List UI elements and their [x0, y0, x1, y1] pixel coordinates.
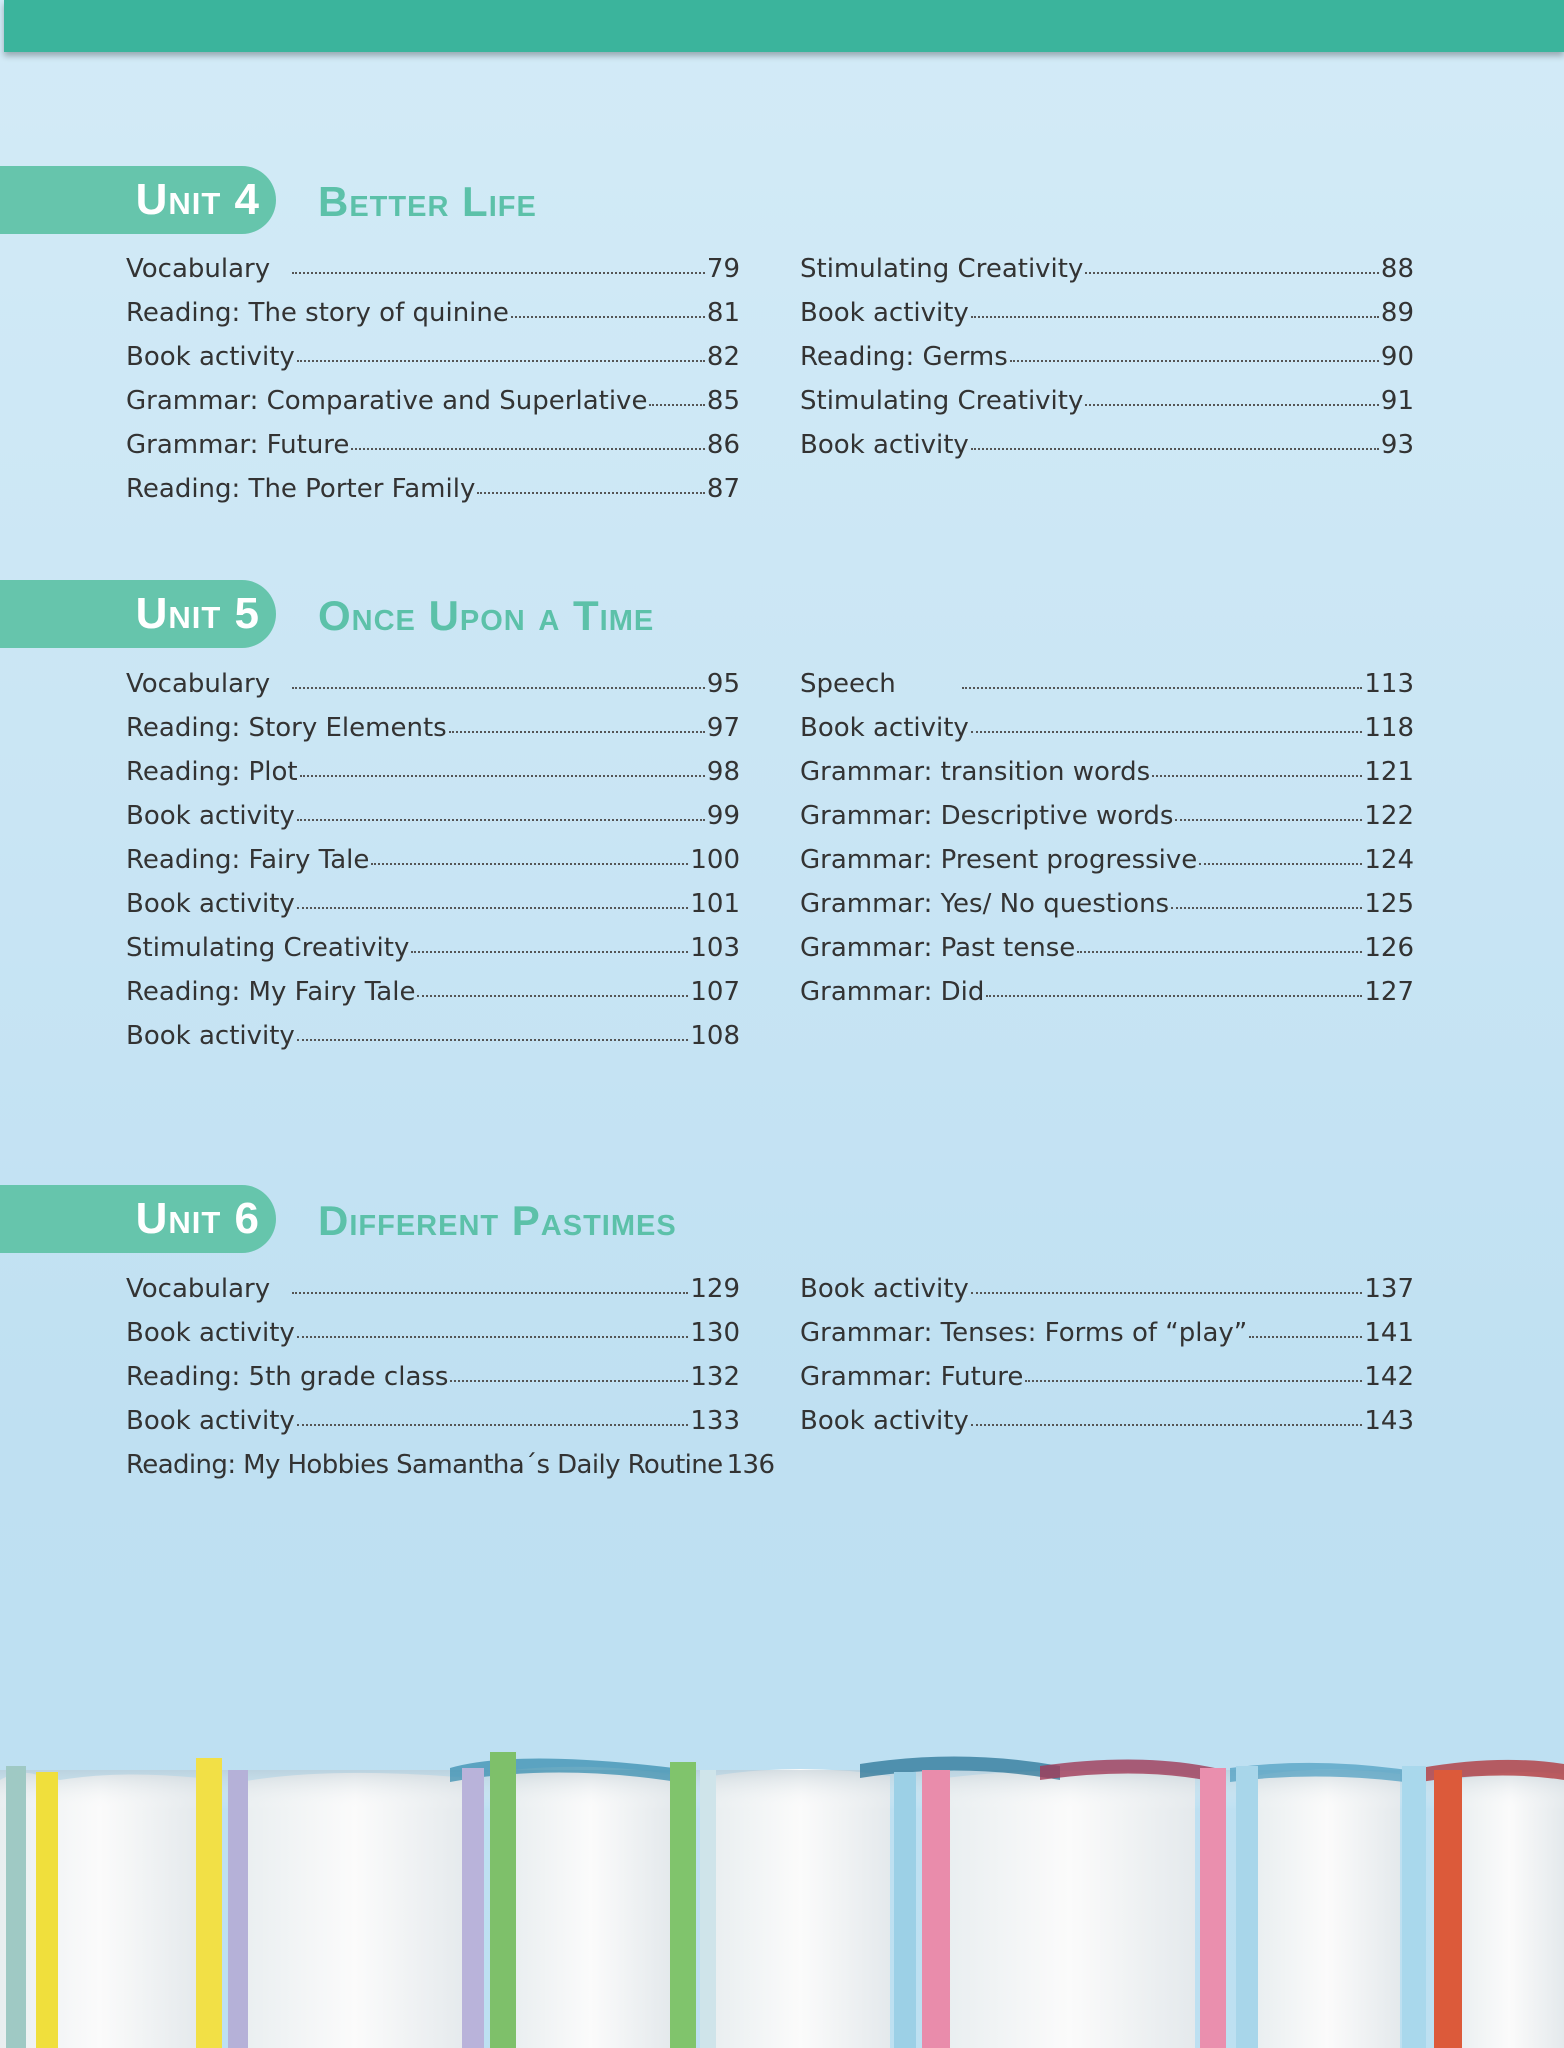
toc-entry[interactable] — [126, 1274, 740, 1318]
toc-entry[interactable] — [800, 801, 1414, 845]
dot-leader — [297, 1039, 689, 1041]
unit-4-label: Unit 4 — [135, 175, 260, 224]
toc-entry-page: 86 — [706, 430, 740, 460]
toc-entry-label: Grammar: Yes/ No questions — [800, 889, 1170, 919]
dot-leader — [971, 448, 1379, 450]
dot-leader — [292, 1292, 688, 1294]
toc-entry-page: 95 — [706, 669, 740, 699]
toc-entry-page: 98 — [706, 757, 740, 787]
toc-entry[interactable] — [800, 933, 1414, 977]
toc-entry-page: 91 — [1380, 386, 1414, 416]
toc-entry[interactable] — [800, 1318, 1414, 1362]
books-illustration — [0, 1740, 1564, 2048]
toc-entry-page: 103 — [690, 933, 740, 963]
book-spine — [1402, 1766, 1426, 2048]
toc-entry-label: Grammar: Tenses: Forms of “play” — [800, 1318, 1248, 1348]
toc-entry[interactable] — [126, 933, 740, 977]
toc-entry-page: 87 — [706, 474, 740, 504]
dot-leader — [971, 316, 1379, 318]
book-spine — [922, 1770, 950, 2048]
dot-leader — [1085, 272, 1379, 274]
dot-leader — [649, 404, 704, 406]
toc-entry-page: 132 — [690, 1362, 740, 1392]
toc-entry-page: 124 — [1364, 845, 1414, 875]
toc-entry[interactable] — [126, 386, 740, 430]
unit-5-left-list — [126, 669, 740, 1065]
dot-leader — [411, 951, 688, 953]
dot-leader — [450, 1380, 688, 1382]
toc-entry[interactable] — [800, 254, 1414, 298]
book-spine — [6, 1766, 26, 2048]
toc-entry[interactable] — [126, 713, 740, 757]
unit-5-label: Unit 5 — [135, 589, 260, 638]
toc-entry-label: Grammar: Future — [126, 430, 350, 460]
toc-entry-page: 137 — [1364, 1274, 1414, 1304]
toc-entry-label: Vocabulary — [126, 254, 271, 284]
dot-leader — [300, 775, 705, 777]
dot-leader — [962, 687, 1363, 689]
dot-leader — [417, 995, 688, 997]
toc-entry[interactable] — [800, 757, 1414, 801]
top-banner — [4, 0, 1564, 52]
toc-entry-label: Reading: Fairy Tale — [126, 845, 370, 875]
dot-leader — [511, 316, 705, 318]
unit-4-tab — [0, 166, 276, 234]
toc-entry-page: 107 — [690, 977, 740, 1007]
toc-entry-label: Vocabulary — [126, 1274, 271, 1304]
unit-6-left-list — [126, 1274, 775, 1494]
book-pages — [945, 1770, 1195, 2048]
unit-6-label: Unit 6 — [135, 1194, 260, 1243]
dot-leader — [292, 272, 705, 274]
toc-entry-label: Reading: Story Elements — [126, 713, 447, 743]
toc-entry-page: 113 — [1364, 669, 1414, 699]
toc-entry-page: 125 — [1364, 889, 1414, 919]
dot-leader — [1010, 360, 1379, 362]
toc-entry-page: 97 — [706, 713, 740, 743]
toc-entry-page: 89 — [1380, 298, 1414, 328]
toc-entry-label: Grammar: Descriptive words — [800, 801, 1174, 831]
toc-entry[interactable] — [800, 342, 1414, 386]
toc-entry-page: 81 — [706, 298, 740, 328]
toc-entry-page: 143 — [1364, 1406, 1414, 1436]
toc-entry-page: 126 — [1364, 933, 1414, 963]
book-spine — [670, 1762, 696, 2048]
toc-entry-label: Book activity — [800, 1274, 969, 1304]
toc-entry-label: Grammar: transition words — [800, 757, 1151, 787]
book-spine — [490, 1752, 516, 2048]
dot-leader — [297, 1424, 689, 1426]
toc-entry-label: Reading: Plot — [126, 757, 298, 787]
toc-entry[interactable] — [126, 1318, 740, 1362]
toc-entry[interactable] — [800, 845, 1414, 889]
toc-entry-label: Reading: The story of quinine — [126, 298, 509, 328]
toc-entry-label: Speech — [800, 669, 896, 699]
toc-entry[interactable] — [126, 1362, 740, 1406]
toc-entry[interactable] — [126, 474, 740, 518]
dot-leader — [1025, 1380, 1362, 1382]
toc-entry[interactable] — [126, 845, 740, 889]
book-spine — [228, 1770, 248, 2048]
toc-entry-page: 93 — [1380, 430, 1414, 460]
dot-leader — [971, 731, 1363, 733]
toc-entry-label: Stimulating Creativity — [800, 386, 1084, 416]
toc-entry[interactable] — [800, 1274, 1414, 1318]
toc-entry-page: 141 — [1364, 1318, 1414, 1348]
book-pages — [712, 1769, 890, 2048]
toc-entry[interactable] — [800, 298, 1414, 342]
toc-entry-page: 129 — [690, 1274, 740, 1304]
toc-entry[interactable] — [126, 757, 740, 801]
toc-entry-label: Book activity — [800, 298, 969, 328]
toc-entry[interactable] — [126, 298, 740, 342]
toc-entry[interactable] — [126, 342, 740, 386]
dot-leader — [351, 448, 704, 450]
toc-entry-page: 122 — [1364, 801, 1414, 831]
dot-leader — [477, 492, 705, 494]
toc-entry-page: 142 — [1364, 1362, 1414, 1392]
dot-leader — [986, 995, 1362, 997]
toc-entry-label: Grammar: Future — [800, 1362, 1024, 1392]
toc-entry-label: Grammar: Past tense — [800, 933, 1076, 963]
toc-entry-page: 136 — [726, 1450, 775, 1480]
dot-leader — [449, 731, 705, 733]
unit-4-title: Better Life — [318, 178, 537, 225]
book-pages — [0, 1773, 200, 2048]
dot-leader — [1175, 819, 1362, 821]
toc-entry-label: Reading: Germs — [800, 342, 1008, 372]
toc-entry-page: 99 — [706, 801, 740, 831]
toc-entry-page: 90 — [1380, 342, 1414, 372]
book-spine — [462, 1768, 484, 2048]
dot-leader — [297, 1336, 689, 1338]
unit-6-right-list — [800, 1274, 1414, 1450]
dot-leader — [1249, 1336, 1362, 1338]
toc-entry-page: 118 — [1364, 713, 1414, 743]
unit-5-title: Once Upon a Time — [318, 592, 655, 639]
toc-entry-page: 130 — [690, 1318, 740, 1348]
toc-entry-page: 82 — [706, 342, 740, 372]
toc-entry[interactable] — [800, 386, 1414, 430]
dot-leader — [371, 863, 688, 865]
dot-leader — [1199, 863, 1362, 865]
book-spine — [894, 1772, 916, 2048]
toc-entry-label: Stimulating Creativity — [126, 933, 410, 963]
unit-5-right-list — [800, 669, 1414, 1021]
unit-4-left-list — [126, 254, 740, 518]
toc-entry-label: Vocabulary — [126, 669, 271, 699]
dot-leader — [1152, 775, 1362, 777]
toc-entry[interactable] — [126, 977, 740, 1021]
toc-entry-page: 121 — [1364, 757, 1414, 787]
toc-entry-label: Book activity — [800, 430, 969, 460]
toc-entry-label: Reading: My Fairy Tale — [126, 977, 416, 1007]
book-spine — [36, 1772, 58, 2048]
toc-entry[interactable] — [800, 889, 1414, 933]
toc-entry[interactable] — [126, 1021, 740, 1065]
book-pages — [1455, 1772, 1564, 2048]
dot-leader — [297, 360, 705, 362]
toc-entry-label: Book activity — [126, 342, 295, 372]
toc-entry-label: Stimulating Creativity — [800, 254, 1084, 284]
unit-5-tab — [0, 580, 276, 648]
toc-entry-label: Book activity — [126, 801, 295, 831]
dot-leader — [292, 687, 705, 689]
dot-leader — [1171, 907, 1362, 909]
toc-entry-label: Grammar: Comparative and Superlative — [126, 386, 648, 416]
toc-entry-page: 88 — [1380, 254, 1414, 284]
book-spine — [1200, 1768, 1226, 2048]
toc-entry-label: Book activity — [126, 889, 295, 919]
book-pages — [1255, 1769, 1400, 2048]
toc-entry[interactable] — [126, 1406, 740, 1450]
book-spine — [700, 1770, 716, 2048]
toc-entry-page: 85 — [706, 386, 740, 416]
toc-entry-page: 127 — [1364, 977, 1414, 1007]
toc-entry[interactable] — [126, 801, 740, 845]
dot-leader — [297, 819, 705, 821]
unit-4-right-list — [800, 254, 1414, 474]
toc-entry[interactable] — [126, 254, 740, 298]
toc-entry-page: 101 — [690, 889, 740, 919]
toc-entry-label: Book activity — [126, 1318, 295, 1348]
toc-entry[interactable] — [800, 1406, 1414, 1450]
dot-leader — [1085, 404, 1379, 406]
toc-entry-label: Reading: My Hobbies Samantha´s Daily Routine — [126, 1450, 723, 1480]
toc-entry[interactable] — [126, 669, 740, 713]
toc-entry-label: Book activity — [800, 713, 969, 743]
book-spine — [1434, 1770, 1462, 2048]
toc-entry-label: Book activity — [126, 1406, 295, 1436]
dot-leader — [297, 907, 689, 909]
toc-entry-label: Book activity — [126, 1021, 295, 1051]
dot-leader — [971, 1424, 1363, 1426]
book-spine — [196, 1758, 222, 2048]
book-pages — [240, 1773, 470, 2048]
toc-entry-page: 133 — [690, 1406, 740, 1436]
toc-entry-label: Grammar: Present progressive — [800, 845, 1198, 875]
toc-entry-label: Grammar: Did — [800, 977, 985, 1007]
dot-leader — [1077, 951, 1362, 953]
dot-leader — [971, 1292, 1363, 1294]
unit-6-tab — [0, 1185, 276, 1253]
toc-entry-label: Reading: The Porter Family — [126, 474, 476, 504]
toc-entry-page: 108 — [690, 1021, 740, 1051]
toc-entry[interactable] — [800, 977, 1414, 1021]
toc-entry[interactable] — [800, 430, 1414, 474]
toc-entry-label: Book activity — [800, 1406, 969, 1436]
toc-entry[interactable] — [126, 430, 740, 474]
toc-entry[interactable] — [800, 1362, 1414, 1406]
toc-entry-label: Reading: 5th grade class — [126, 1362, 449, 1392]
toc-entry-page: 100 — [690, 845, 740, 875]
toc-entry[interactable] — [126, 1450, 775, 1494]
toc-entry[interactable] — [800, 713, 1414, 757]
toc-entry[interactable] — [126, 889, 740, 933]
book-spine — [1236, 1766, 1258, 2048]
unit-6-title: Different Pastimes — [318, 1197, 677, 1244]
toc-entry[interactable] — [800, 669, 1414, 713]
toc-entry-page: 79 — [706, 254, 740, 284]
